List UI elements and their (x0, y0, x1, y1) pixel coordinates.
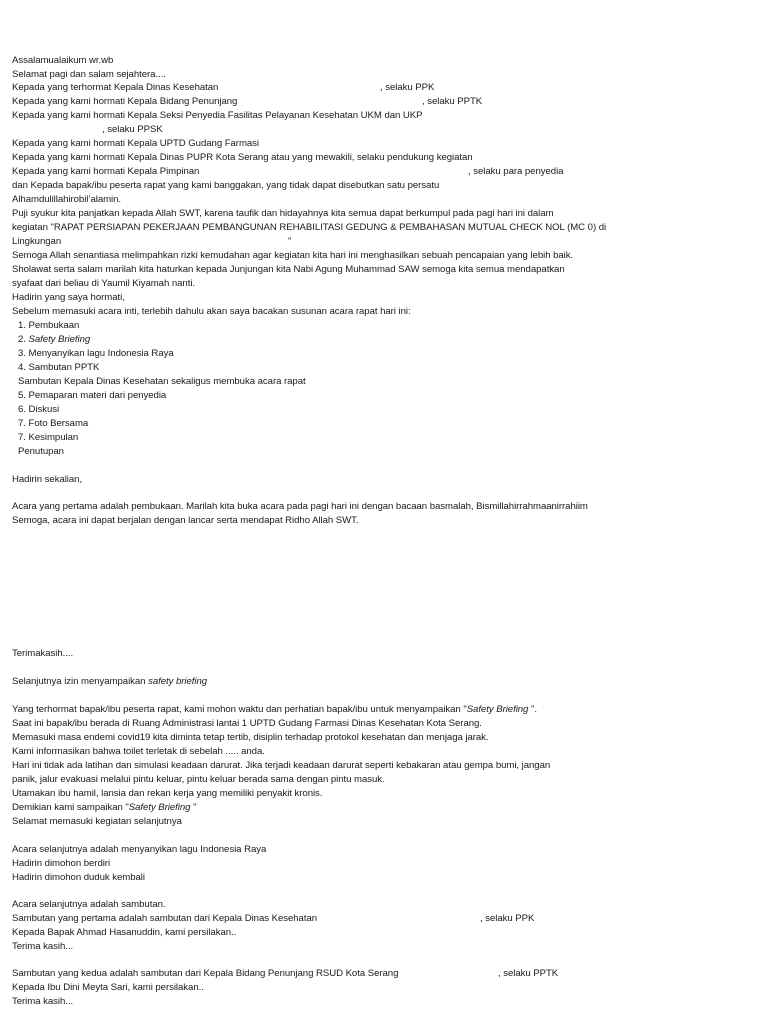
greeting: Assalamualaikum wr.wb (12, 55, 114, 66)
paragraph-italic: safety briefing (148, 676, 208, 687)
agenda-text: Safety Briefing (28, 334, 91, 345)
address-line: Kepada yang kami hormati Kepala Dinas PUPR Kota Serang atau yang mewakili, selaku pendukung kegiatan (12, 152, 473, 163)
address-text: Kepada yang kami hormati Kepala Pimpinan (12, 166, 200, 177)
paragraph-text: Demikian kami sampaikan " (12, 802, 129, 813)
paragraph-line: Selamat memasuki kegiatan selanjutnya (12, 816, 182, 827)
paragraph-line (12, 675, 207, 689)
paragraph-text: Sambutan yang pertama adalah sambutan dari Kepala Dinas Kesehatan (12, 913, 318, 924)
paragraph-line: Sebelum memasuki acara inti, terlebih dahulu akan saya bacakan susunan acara rapat hari ini: (12, 306, 411, 317)
address-text: Kepada yang terhormat Kepala Dinas Kesehatan (12, 82, 219, 93)
agenda-item: 4. Sambutan PPTK (18, 362, 100, 373)
closing-quote: " (288, 236, 292, 247)
agenda-item: 5. Pemaparan materi dari penyedia (18, 390, 167, 401)
paragraph-line: Semoga Allah senantiasa melimpahkan rizki kemudahan agar kegiatan kita hari ini menghasilkan sebuah pencapaian yang lebih baik. (12, 250, 574, 261)
agenda-item: 3. Menyanyikan lagu Indonesia Raya (18, 348, 174, 359)
address-line (12, 81, 435, 95)
paragraph-line: Puji syukur kita panjatkan kepada Allah SWT, karena taufik dan hidayahnya kita semua dapat berkumpul pada pagi hari ini dalam (12, 208, 554, 219)
paragraph-text: Selanjutnya izin menyampaikan (12, 676, 149, 687)
paragraph-role: , selaku PPK (480, 913, 535, 924)
paragraph-line: Utamakan ibu hamil, lansia dan rekan kerja yang memiliki penyakit kronis. (12, 788, 323, 799)
agenda-item: 1. Pembukaan (18, 320, 80, 331)
salutation: Selamat pagi dan salam sejahtera.... (12, 69, 166, 80)
address-role: , selaku PPK (380, 82, 435, 93)
paragraph-line: Terimakasih.... (12, 648, 74, 659)
paragraph-line: Terima kasih... (12, 996, 74, 1007)
agenda-number: 2. (18, 334, 29, 345)
paragraph-line: Acara selanjutnya adalah sambutan. (12, 899, 166, 910)
paragraph-text: Yang terhormat bapak/ibu peserta rapat, kami mohon waktu dan perhatian bapak/ibu untuk menyampaikan " (12, 704, 467, 715)
paragraph-line: Semoga, acara ini dapat berjalan dengan lancar serta mendapat Ridho Allah SWT. (12, 515, 359, 526)
address-line: Kepada yang kami hormati Kepala UPTD Gudang Farmasi (12, 138, 260, 149)
paragraph-line: Saat ini bapak/ibu berada di Ruang Administrasi lantai 1 UPTD Gudang Farmasi Dinas Kesehatan Kota Serang. (12, 718, 482, 729)
agenda-item: 6. Diskusi (18, 404, 60, 415)
address-text: Kepada yang kami hormati Kepala Bidang Penunjang (12, 96, 238, 107)
agenda-item: Sambutan Kepala Dinas Kesehatan sekaligus membuka acara rapat (18, 376, 306, 387)
paragraph-line: Kepada Ibu Dini Meyta Sari, kami persilakan.. (12, 982, 204, 993)
address-role: , selaku PPTK (422, 96, 483, 107)
paragraph-line: Terima kasih... (12, 941, 74, 952)
paragraph-line: Hadirin yang saya hormati, (12, 292, 125, 303)
paragraph-line (12, 801, 196, 815)
agenda-item: 7. Kesimpulan (18, 432, 79, 443)
paragraph-line: Sholawat serta salam marilah kita haturkan kepada Junjungan kita Nabi Agung Muhammad SAW semoga kita semua mendapatkan (12, 264, 565, 275)
paragraph-line: Hari ini tidak ada latihan dan simulasi keadaan darurat. Jika terjadi keadaan darurat seperti kebakaran atau gempa bumi, jangan (12, 760, 551, 771)
address-line: dan Kepada bapak/ibu peserta rapat yang kami banggakan, yang tidak dapat disebutkan satu persatu (12, 180, 440, 191)
address-role: , selaku PPSK (102, 124, 163, 135)
address-line (12, 95, 483, 109)
paragraph-line: Kami informasikan bahwa toilet terletak di sebelah ..... anda. (12, 746, 265, 757)
address-line (12, 165, 564, 179)
paragraph-text: ". (528, 704, 537, 715)
paragraph-text: Lingkungan (12, 236, 62, 247)
address-role: , selaku para penyedia (468, 166, 564, 177)
paragraph-line (12, 967, 559, 981)
address-line: Kepada yang kami hormati Kepala Seksi Penyedia Fasilitas Pelayanan Kesehatan UKM dan UKP (12, 110, 423, 121)
paragraph-line: syafaat dari beliau di Yaumil Kiyamah nanti. (12, 278, 196, 289)
agenda-item: 7. Foto Bersama (18, 418, 89, 429)
paragraph-role: , selaku PPTK (498, 968, 559, 979)
paragraph-line: Hadirin dimohon duduk kembali (12, 872, 145, 883)
paragraph-line (12, 235, 292, 249)
paragraph-italic: Safety Briefing (128, 802, 191, 813)
agenda-item: Penutupan (18, 446, 64, 457)
paragraph-line: Kepada Bapak Ahmad Hasanuddin, kami persilakan.. (12, 927, 237, 938)
paragraph-line: Hadirin sekalian, (12, 474, 83, 485)
paragraph-line: Memasuki masa endemi covid19 kita diminta tetap tertib, disiplin terhadap protokol kesehatan dan menjaga jarak. (12, 732, 489, 743)
paragraph-line: Acara yang pertama adalah pembukaan. Marilah kita buka acara pada pagi hari ini dengan bacaan basmalah, Bismillahirrahmaanirrahiim (12, 501, 588, 512)
paragraph-line: Acara selanjutnya adalah menyanyikan lagu Indonesia Raya (12, 844, 267, 855)
paragraph-text: " (190, 802, 197, 813)
paragraph-italic: Safety Briefing (466, 704, 529, 715)
paragraph-line: Alhamdulillahirobil’alamin. (12, 194, 122, 205)
paragraph-line (12, 912, 535, 926)
paragraph-line: panik, jalur evakuasi melalui pintu keluar, pintu keluar berada sama dengan pintu masuk. (12, 774, 385, 785)
paragraph-line (12, 703, 537, 717)
agenda-item (18, 333, 90, 347)
paragraph-line: Hadirin dimohon berdiri (12, 858, 111, 869)
paragraph-line: kegiatan "RAPAT PERSIAPAN PEKERJAAN PEMBANGUNAN REHABILITASI GEDUNG & PEMBAHASAN MUTUAL CHECK NOL (MC 0) di (12, 222, 607, 233)
paragraph-text: Sambutan yang kedua adalah sambutan dari Kepala Bidang Penunjang RSUD Kota Serang (12, 968, 399, 979)
